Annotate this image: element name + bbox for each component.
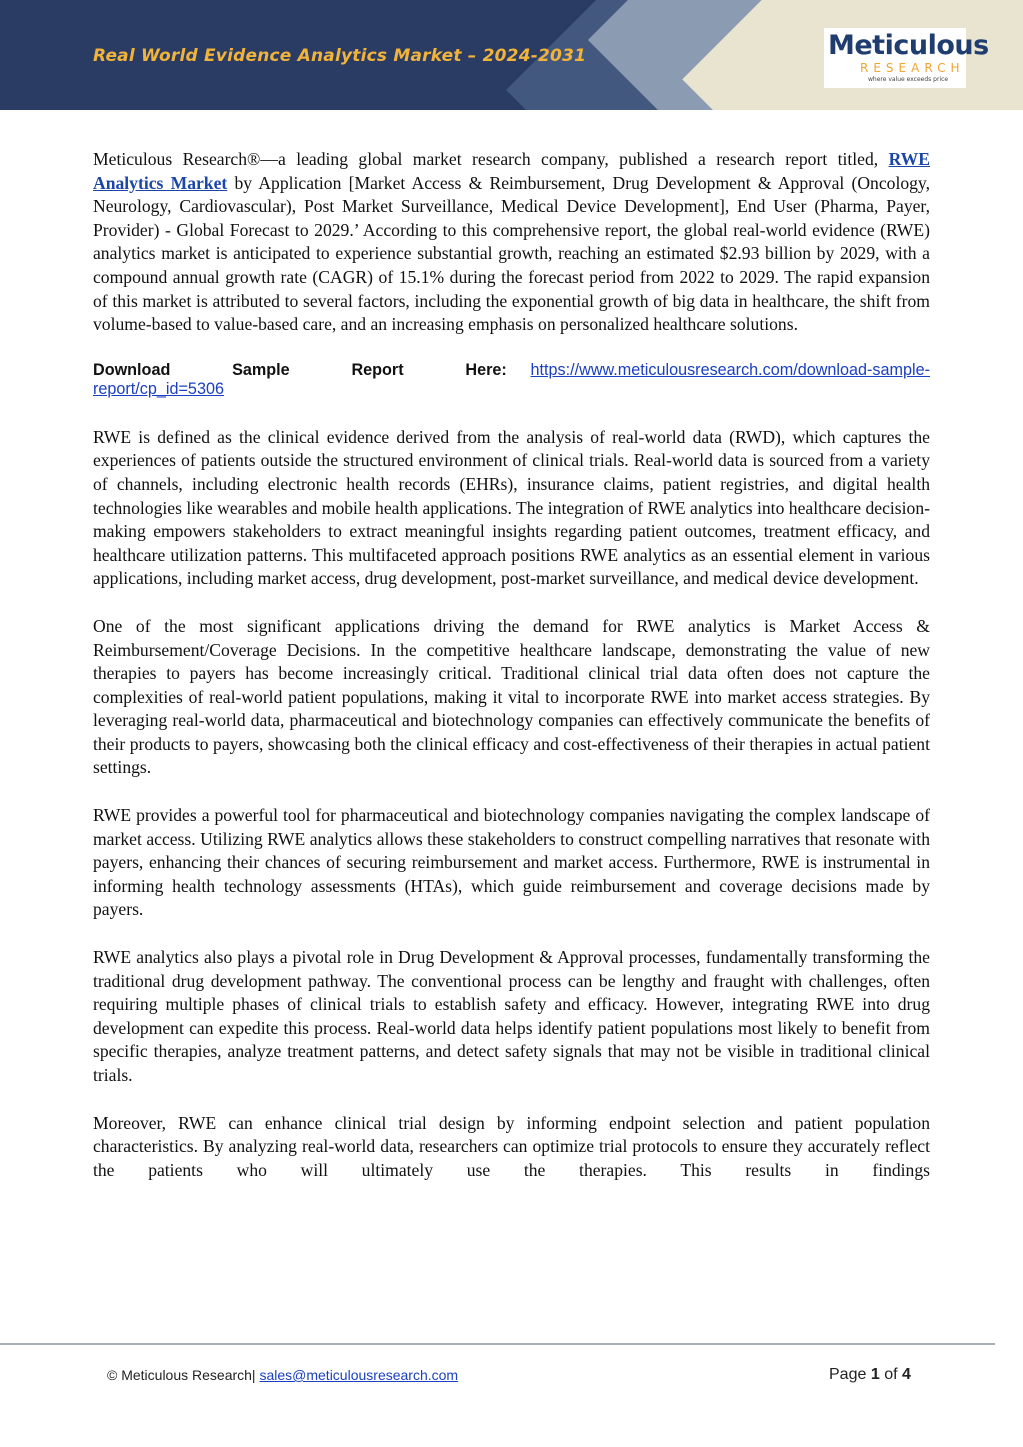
download-label: Download Sample Report Here: [93, 360, 507, 379]
rwe-analytics-market-link[interactable]: RWE Analytics Market [93, 149, 930, 193]
body-paragraph: One of the most significant applications driving the demand for RWE analytics is Market Access & Reimbursement/Coverage Decisions. In the competitive healthcare landscape, demonstrating the value of new therapies to payers has become increasingly critical. Traditional clinical trial data often does not capture the complexities of real-world patient populations, making it vital to incorporate RWE into market access strategies. By leveraging real-world data, pharmaceutical and biotechnology companies can effectively communicate the benefits of their products to payers, showcasing both the clinical efficacy and cost-effectiveness of their therapies in actual patient settings. [93, 615, 930, 778]
footer-divider [0, 1343, 995, 1345]
logo-tagline: where value exceeds price [868, 76, 949, 83]
logo-wordmark: Meticulous [828, 30, 989, 61]
company-logo [824, 28, 989, 88]
page-total: 4 [901, 1366, 911, 1383]
body-paragraph: RWE analytics also plays a pivotal role in Drug Development & Approval processes, fundamentally transforming the traditional drug development pathway. The conventional process can be lengthy and fraught with challenges, often requiring multiple phases of clinical trials to establish safety and efficacy. However, integrating RWE into drug development can expedite this process. Real-world data helps identify patient populations most likely to benefit from specific therapies, analyze treatment patterns, and detect safety signals that may not be visible in traditional clinical trials. [93, 947, 930, 1085]
logo-subtitle: RESEARCH [860, 61, 965, 75]
page-of: of [884, 1366, 898, 1383]
footer-contact [107, 1367, 458, 1383]
download-sample-link[interactable]: https://www.meticulousresearch.com/download-sample-report/cp_id=5306 [93, 360, 931, 398]
page-header [0, 0, 1023, 110]
footer-email-link[interactable]: sales@meticulousresearch.com [259, 1367, 459, 1383]
page-number [829, 1366, 911, 1384]
footer-copyright: © Meticulous Research| [107, 1367, 256, 1383]
intro-text-end: by Application [Market Access & Reimbursement, Drug Development & Approval (Oncology, Neurology, Cardiovascular), Post Market Surveillance, Medical Device Development], End User (Pharma, Payer, Provider) - Global Forecast to 2029.’ According to this comprehensive report, the global real-world evidence (RWE) analytics market is anticipated to experience substantial growth, reaching an estimated $2.93 billion by 2029, with a compound annual growth rate (CAGR) of 15.1% during the forecast period from 2022 to 2029. The rapid expansion of this market is attributed to several factors, including the exponential growth of big data in healthcare, the shift from volume-based to value-based care, and an increasing emphasis on personalized healthcare solutions. [93, 172, 930, 335]
page-current: 1 [870, 1366, 880, 1383]
intro-text-start: Meticulous Research®—a leading global market research company, published a research report titled, [93, 149, 889, 169]
body-paragraph: RWE provides a powerful tool for pharmaceutical and biotechnology companies navigating the complex landscape of market access. Utilizing RWE analytics allows these stakeholders to construct compelling narratives that resonate with payers, enhancing their chances of securing reimbursement and market access. Furthermore, RWE is instrumental in informing health technology assessments (HTAs), which guide reimbursement and coverage decisions made by payers. [93, 805, 930, 920]
intro-paragraph [93, 148, 930, 337]
document-body [93, 148, 930, 1206]
download-sample-line [93, 361, 930, 399]
body-paragraph: RWE is defined as the clinical evidence derived from the analysis of real-world data (RWD), which captures the experiences of patients outside the structured environment of clinical trials. Real-world data is sourced from a variety of channels, including electronic health records (EHRs), insurance claims, patient registries, and digital health technologies like wearables and mobile health applications. The integration of RWE analytics into healthcare decision-making empowers stakeholders to extract meaningful insights regarding patient outcomes, treatment efficacy, and healthcare utilization patterns. This multifaceted approach positions RWE analytics as an essential element in various applications, including market access, drug development, post-market surveillance, and medical device development. [93, 426, 930, 589]
document-title: Real World Evidence Analytics Market – 2024-2031 [93, 46, 587, 66]
body-paragraph: Moreover, RWE can enhance clinical trial design by informing endpoint selection and patient population characteristics. By analyzing real-world data, researchers can optimize trial protocols to ensure they accurately reflect the patients who will ultimately use the therapies. This results in findings [93, 1112, 930, 1180]
page-word: Page [829, 1366, 867, 1383]
